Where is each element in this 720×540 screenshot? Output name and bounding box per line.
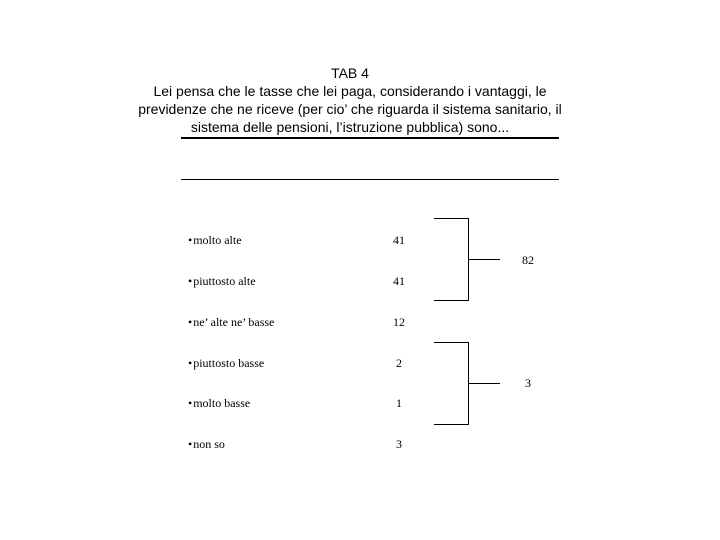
row-label-non-so: •non so [188, 437, 225, 451]
question-line-2: previdenze che ne riceve (per cio’ che riguarda il sistema sanitario, il [138, 101, 562, 117]
header-divider-thin [181, 179, 559, 180]
group-total-basse: 3 [525, 376, 531, 390]
row-value-molto-basse: 1 [396, 396, 402, 410]
bullet-icon: • [188, 274, 193, 288]
row-value-non-so: 3 [396, 437, 402, 451]
row-value-piuttosto-basse: 2 [396, 356, 402, 370]
row-label-ne-alte-ne-basse: •ne’ alte ne’ basse [188, 315, 275, 329]
group-bracket-basse-connector [469, 383, 500, 384]
table-header [100, 64, 600, 136]
group-total-alte: 82 [522, 253, 534, 267]
group-bracket-basse [434, 342, 469, 425]
row-value-ne-alte-ne-basse: 12 [393, 315, 405, 329]
bullet-icon: • [188, 396, 193, 410]
group-bracket-alte-connector [469, 259, 500, 260]
bullet-icon: • [188, 233, 193, 247]
row-value-piuttosto-alte: 41 [393, 274, 405, 288]
row-label-molto-alte: •molto alte [188, 233, 242, 247]
bullet-icon: • [188, 356, 193, 370]
table-title: TAB 4 [331, 65, 369, 81]
question-line-3: sistema delle pensioni, l’istruzione pubblica) sono... [190, 119, 510, 135]
row-value-molto-alte: 41 [393, 233, 405, 247]
bullet-icon: • [188, 437, 193, 451]
row-label-molto-basse: •molto basse [188, 396, 251, 410]
bullet-icon: • [188, 315, 193, 329]
row-label-piuttosto-basse: •piuttosto basse [188, 356, 265, 370]
question-line-1: Lei pensa che le tasse che lei paga, considerando i vantaggi, le [153, 83, 547, 99]
group-bracket-alte [434, 218, 469, 301]
row-label-piuttosto-alte: •piuttosto alte [188, 274, 256, 288]
header-divider-thick [181, 137, 559, 139]
